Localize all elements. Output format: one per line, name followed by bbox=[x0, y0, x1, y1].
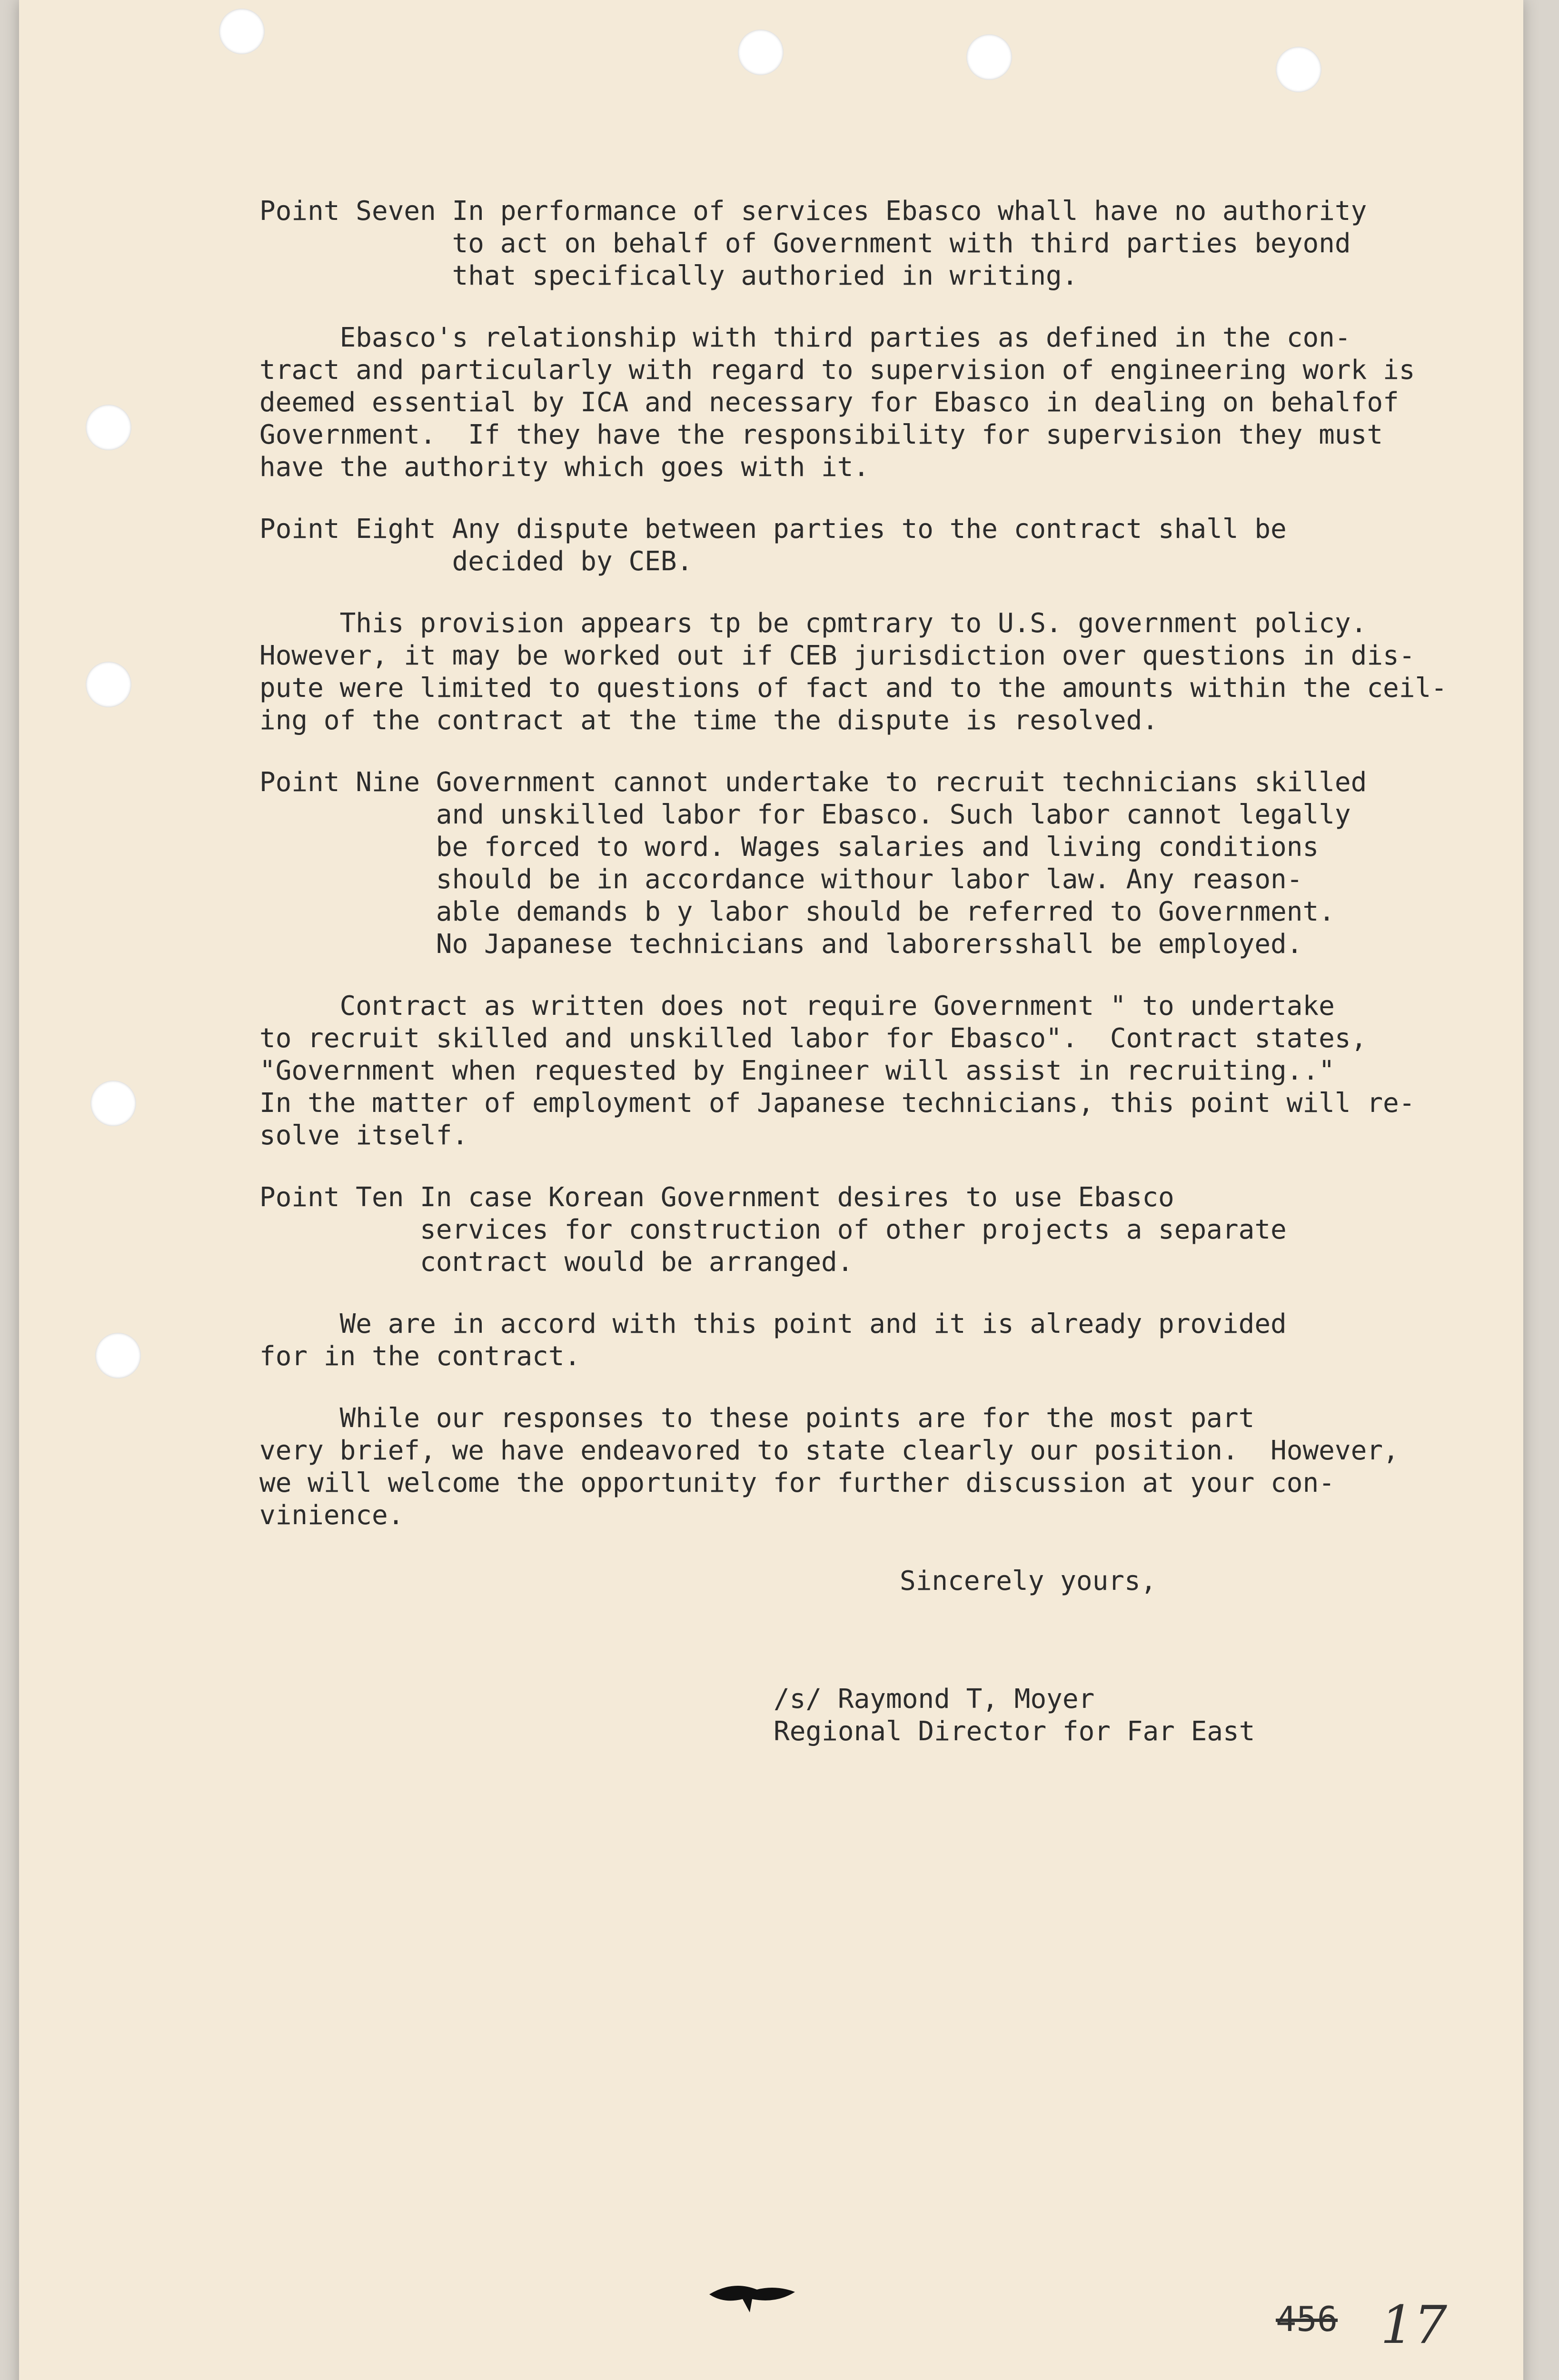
page-number-handwritten: 17 bbox=[1380, 2294, 1447, 2355]
handwritten-mark bbox=[705, 2275, 800, 2313]
punch-hole bbox=[966, 34, 1012, 80]
closing-paragraph: While our responses to these points are for the most part very brief, we have endeavored to state clearly our position. However, we will welcome the opportunity for further discussion at your con- vinience. bbox=[259, 1403, 1399, 1531]
document-page bbox=[19, 0, 1523, 2380]
point-text: Any dispute between parties to the contract shall be decided by CEB. bbox=[452, 514, 1287, 577]
response-paragraph: Ebasco's relationship with third parties as defined in the con- tract and particularly with regard to supervision of engineering work is deemed essential by ICA and necessary for Ebasco in dealing on behalfof Government. If they have the responsibility for supervision they must have the authority which goes with it. bbox=[259, 322, 1415, 483]
closing-salutation: Sincerely yours, bbox=[900, 1566, 1157, 1597]
point-seven bbox=[259, 195, 1459, 292]
punch-hole bbox=[86, 405, 131, 450]
punch-hole bbox=[95, 1333, 141, 1378]
point-ten bbox=[259, 1181, 1459, 1279]
point-text: In case Korean Government desires to use Ebasco services for construction of other projects a separate contract would be arranged. bbox=[420, 1182, 1287, 1278]
point-text: In performance of services Ebasco whall have no authority to act on behalf of Government with third parties beyond that specifically authoried in writing. bbox=[452, 196, 1367, 291]
punch-hole bbox=[738, 30, 784, 75]
punch-hole bbox=[1276, 47, 1321, 92]
point-nine bbox=[259, 766, 1459, 961]
point-label: Point Ten bbox=[259, 1182, 420, 1213]
letter-body bbox=[259, 195, 1459, 1748]
point-label: Point Nine bbox=[259, 767, 436, 798]
signature-block: /s/ Raymond T, Moyer Regional Director for Far East bbox=[774, 1684, 1255, 1747]
punch-hole bbox=[86, 662, 131, 707]
response-paragraph: We are in accord with this point and it is already provided for in the contract. bbox=[259, 1309, 1287, 1372]
punch-hole bbox=[90, 1081, 136, 1126]
point-text: Government cannot undertake to recruit technicians skilled and unskilled labor for Ebasco. Such labor cannot legally be forced to word. Wages salaries and living conditions should be in accordance withour labor law. Any reason- able demands b y labor should be referred to Government. No Japanese technicians and laborersshall be employed. bbox=[436, 767, 1367, 960]
page-number-struck: 456 bbox=[1276, 2299, 1338, 2339]
response-paragraph: This provision appears tp be cpmtrary to U.S. government policy. However, it may be worked out if CEB jurisdiction over questions in dis- pute were limited to questions of fact and to the amounts within the ceil- ing of the contract at the time the dispute is resolved. bbox=[259, 608, 1447, 736]
punch-hole bbox=[219, 9, 265, 54]
point-label: Point Eight bbox=[259, 514, 452, 545]
response-paragraph: Contract as written does not require Government " to undertake to recruit skilled and unskilled labor for Ebasco". Contract states, "Government when requested by Engineer will assist in recruiting.." In the matter of employment of Japanese technicians, this point will re- solve itself. bbox=[259, 991, 1415, 1151]
point-eight bbox=[259, 513, 1459, 578]
point-label: Point Seven bbox=[259, 196, 452, 227]
